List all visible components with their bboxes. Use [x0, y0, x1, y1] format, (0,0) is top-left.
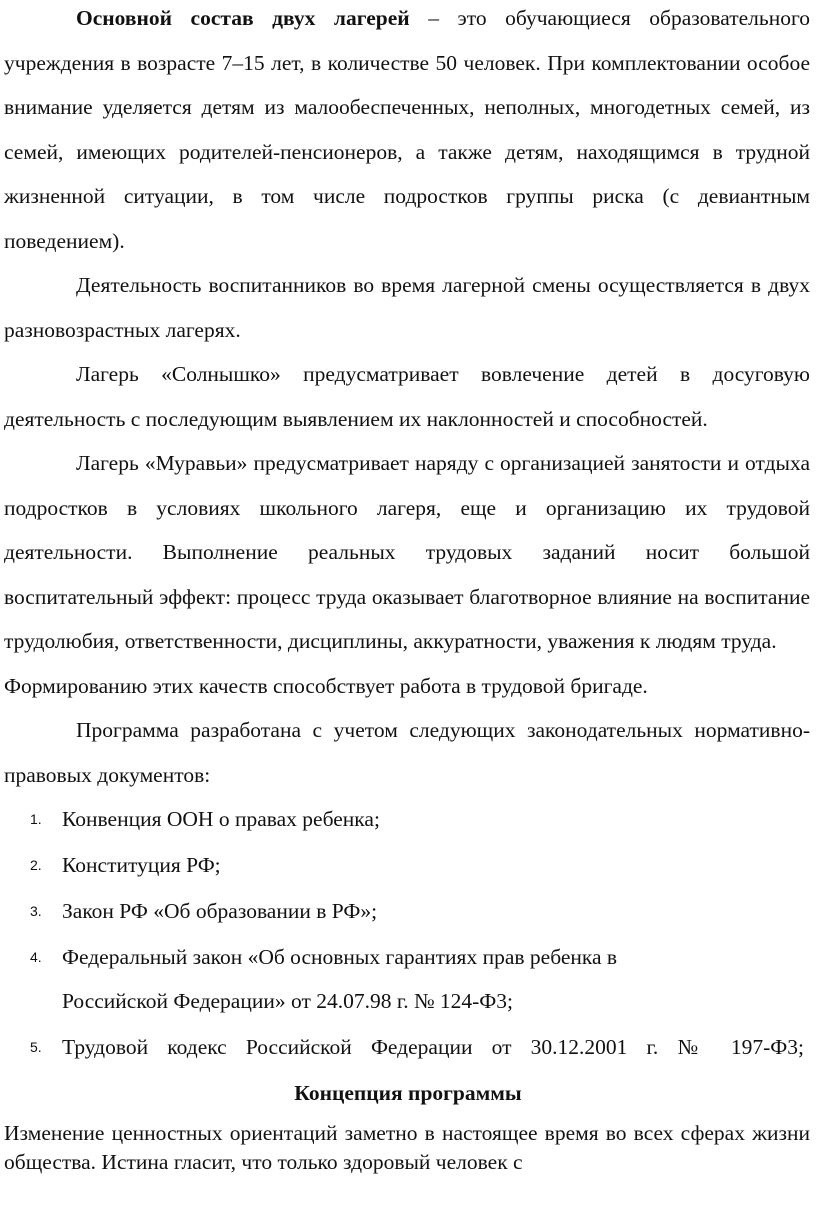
list-number: 1.: [30, 811, 42, 827]
paragraph-text: – это обучающиеся образовательного учреждения в возрасте 7–15 лет, в количестве 50 человек. При комплектовании особое внимание уделяется детям из малообеспеченных, неполных, многодетных семей, из семей, имеющих родителей-пенсионеров, а также детям, находящимся в трудной жизненной ситуации, в том числе подростков группы риска (с девиантным поведением).: [4, 6, 810, 253]
list-item-text-continuation: Российской Федерации» от 24.07.98 г. № 124-Ф3;: [62, 989, 514, 1013]
bold-lead: Основной состав двух лагерей: [76, 6, 410, 30]
paragraph-concept: Изменение ценностных ориентаций заметно в настоящее время во всех сферах жизни общества. Истина гласит, что только здоровый человек с: [4, 1121, 810, 1174]
list-item-text: Конвенция ООН о правах ребенка;: [62, 807, 380, 831]
list-number: 2.: [30, 857, 42, 873]
documents-list: [0, 797, 816, 1069]
paragraph-legal-basis: Программа разработана с учетом следующих законодательных нормативно-правовых документов:: [4, 718, 810, 787]
paragraph-camp-composition: [0, 0, 816, 263]
list-item: [0, 1025, 816, 1069]
list-number: 5.: [30, 1039, 42, 1055]
paragraph-activity: Деятельность воспитанников во время лагерной смены осуществляется в двух разновозрастных лагерях.: [4, 273, 810, 342]
list-item-text: Закон РФ «Об образовании в РФ»;: [62, 899, 378, 923]
list-item: [0, 889, 816, 933]
list-item-text: Федеральный закон «Об основных гарантиях прав ребенка в: [62, 945, 618, 969]
list-number: 3.: [30, 903, 42, 919]
paragraph-camp-solnyshko: Лагерь «Солнышко» предусматривает вовлечение детей в досуговую деятельность с последующим выявлением их наклонностей и способностей.: [4, 362, 810, 431]
list-item: [0, 935, 816, 1023]
list-item-text: Трудовой кодекс Российской Федерации от 30.12.2001 г. № 197-Ф3;: [62, 1035, 804, 1059]
paragraph-camp-muravyi: Лагерь «Муравьи» предусматривает наряду с организацией занятости и отдыха подростков в условиях школьного лагеря, еще и организацию их трудовой деятельности. Выполнение реальных трудовых заданий носит большой воспитательный эффект: процесс труда оказывает благотворное влияние на воспитание трудолюбия, ответственности, дисциплины, аккуратности, уважения к людям труда.: [4, 451, 810, 653]
list-item: [0, 797, 816, 841]
paragraph-brigade: Формированию этих качеств способствует работа в трудовой бригаде.: [4, 673, 648, 698]
section-heading: Концепция программы: [294, 1081, 522, 1105]
list-item: [0, 843, 816, 887]
list-item-text: Конституция РФ;: [62, 853, 221, 877]
list-number: 4.: [30, 949, 42, 965]
